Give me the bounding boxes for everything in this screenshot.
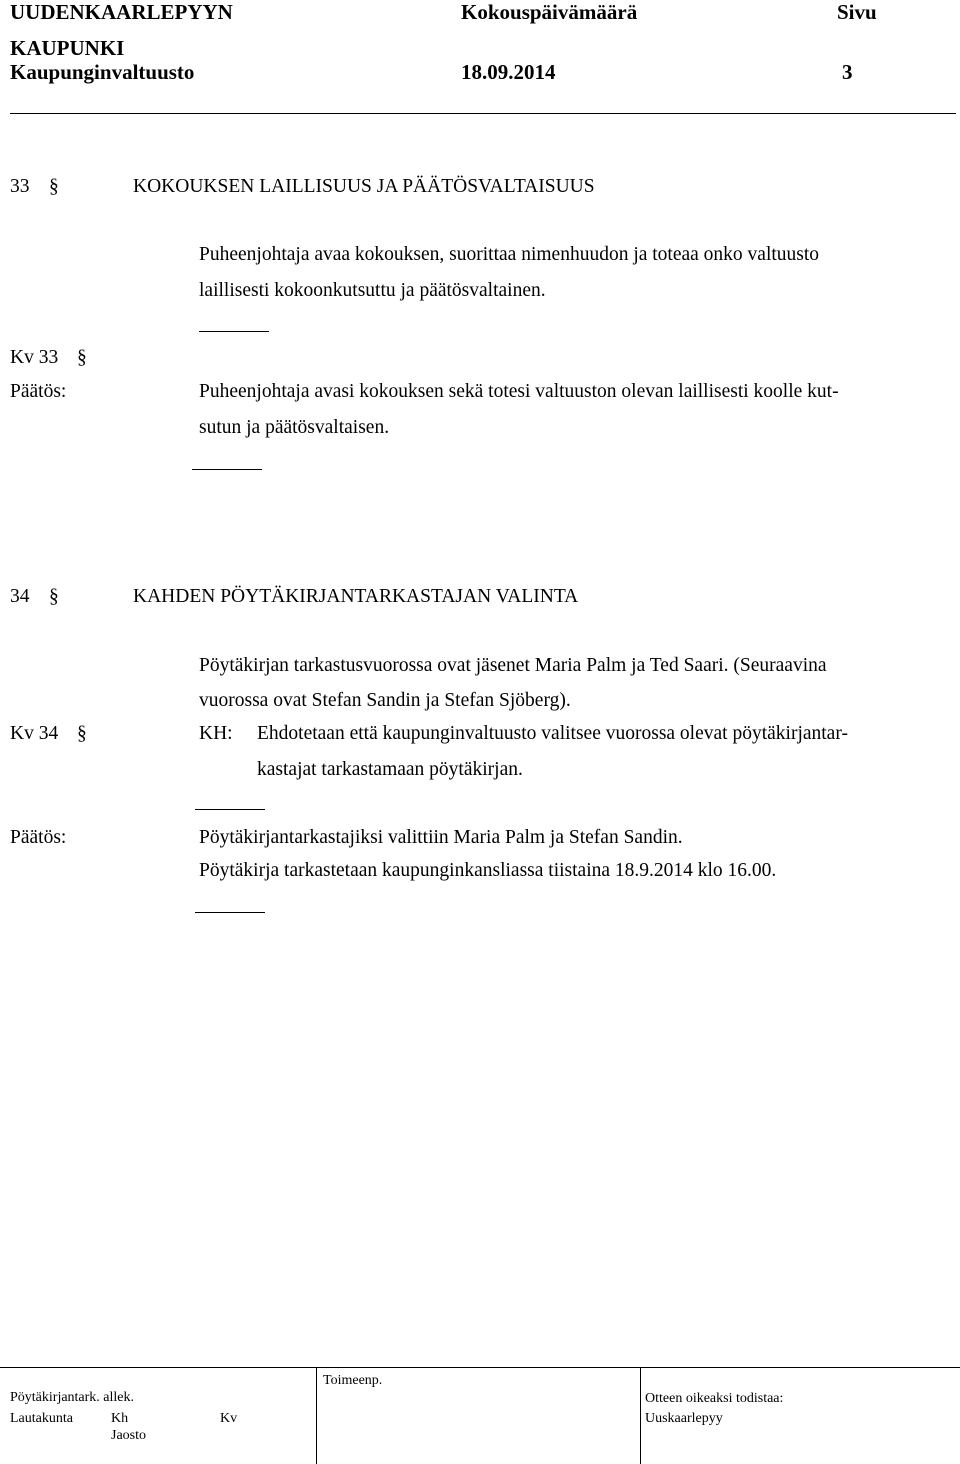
footer-rule	[0, 1367, 960, 1368]
page-label: Sivu	[837, 0, 877, 24]
kv-label: Kv	[220, 1411, 238, 1426]
org-name-line2: KAUPUNKI	[10, 36, 125, 60]
signature-label: Pöytäkirjantark. allek.	[10, 1390, 135, 1405]
kv-label: Kv 33	[10, 347, 59, 368]
decision-line: Pöytäkirjantarkastajiksi valittiin Maria Palm ja Stefan Sandin.	[199, 827, 683, 848]
decision-line: Pöytäkirja tarkastetaan kaupunginkansliassa tiistaina 18.9.2014 klo 16.00.	[199, 860, 777, 881]
proposal-line: laillisesti kokoonkutsuttu ja päätösvaltainen.	[199, 280, 546, 301]
toimeenp-label: Toimeenp.	[323, 1373, 383, 1388]
kh-label: Kh	[111, 1411, 129, 1426]
section-title: KAHDEN PÖYTÄKIRJANTARKASTAJAN VALINTA	[133, 586, 579, 607]
decision-line: sutun ja päätösvaltaisen.	[199, 417, 390, 438]
section-title: KOKOUKSEN LAILLISUUS JA PÄÄTÖSVALTAISUUS	[133, 176, 595, 197]
date-label: Kokouspäivämäärä	[461, 0, 638, 24]
footer-divider	[640, 1367, 641, 1464]
kh-proposal-line: Ehdotetaan että kaupunginvaltuusto valitsee vuorossa olevat pöytäkirjantar-	[257, 723, 848, 744]
footer-divider	[316, 1367, 317, 1464]
decision-line: Puheenjohtaja avasi kokouksen sekä totesi valtuuston olevan laillisesti koolle kut-	[199, 381, 839, 402]
body-line: vuorossa ovat Stefan Sandin ja Stefan Sjöberg).	[199, 690, 571, 711]
separator-dash	[199, 331, 269, 332]
kh-proposal-line: kastajat tarkastamaan pöytäkirjan.	[257, 759, 523, 780]
section-symbol: §	[49, 586, 59, 607]
separator-dash	[195, 912, 265, 913]
lautakunta-label: Lautakunta	[10, 1411, 73, 1426]
certified-place: Uuskaarlepyy	[645, 1411, 723, 1426]
certified-label: Otteen oikeaksi todistaa:	[645, 1391, 784, 1406]
section-number: 34	[10, 586, 30, 607]
proposal-line: Puheenjohtaja avaa kokouksen, suorittaa nimenhuudon ja toteaa onko valtuusto	[199, 244, 820, 265]
jaosto-label: Jaosto	[111, 1428, 146, 1443]
body-name: Kaupunginvaltuusto	[10, 60, 195, 84]
decision-label: Päätös:	[10, 381, 67, 402]
separator-dash	[195, 809, 265, 810]
section-symbol: §	[77, 347, 87, 368]
kv-label: Kv 34	[10, 723, 59, 744]
decision-label: Päätös:	[10, 827, 67, 848]
separator-dash	[192, 469, 262, 470]
body-line: Pöytäkirjan tarkastusvuorossa ovat jäsenet Maria Palm ja Ted Saari. (Seuraavina	[199, 655, 827, 676]
date-value: 18.09.2014	[461, 60, 556, 84]
section-symbol: §	[77, 723, 87, 744]
section-symbol: §	[49, 176, 59, 197]
org-name-line1: UUDENKAARLEPYYN	[10, 0, 233, 24]
kh-label: KH:	[199, 723, 233, 744]
header-rule	[10, 113, 956, 114]
section-number: 33	[10, 176, 30, 197]
page-number: 3	[842, 60, 853, 84]
